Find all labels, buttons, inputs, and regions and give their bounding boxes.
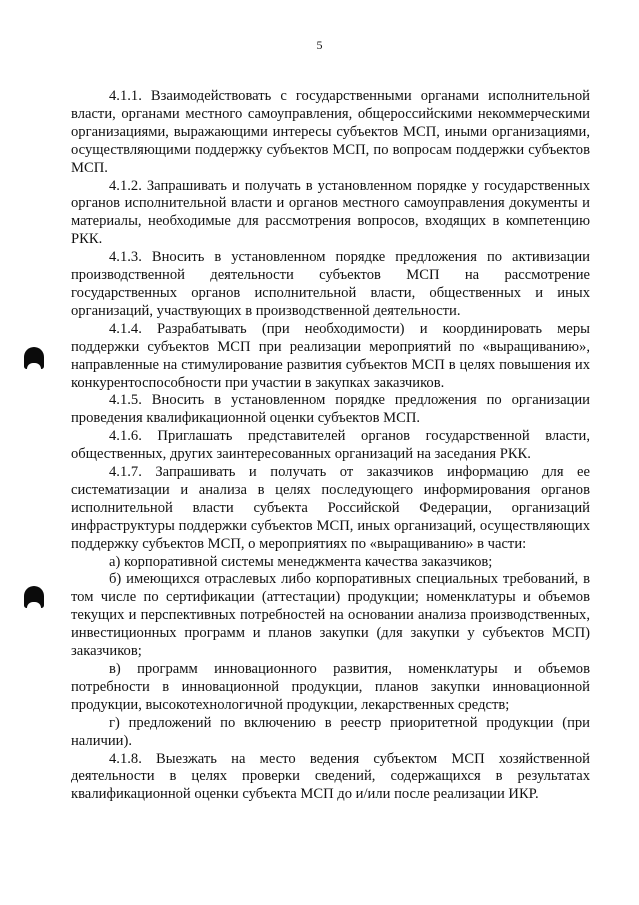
document-body (71, 88, 590, 804)
list-item-v: в) программ инновационного развития, номенклатуры и объемов потребности в инновационной продукции, планов закупки инновационной продукции, высокотехнологичной продукции, лекарственных средств; (71, 661, 590, 713)
paragraph-4-1-1: 4.1.1. Взаимодействовать с государственными органами исполнительной власти, органами местного самоуправления, общероссийскими некоммерческими организациями, выражающими интересы субъектов МСП, иными организациями, осуществляющими поддержку субъектов МСП, по вопросам поддержки субъектов МСП. (71, 88, 590, 176)
paragraph-4-1-7: 4.1.7. Запрашивать и получать от заказчиков информацию для ее систематизации и анализа в целях последующего информирования органов исполнительной власти субъекта Российской Федерации, организаций инфраструктуры поддержки субъектов МСП, иных организаций, осуществляющих поддержку субъектов МСП, о мероприятиях по «выращиванию» в части: (71, 464, 590, 552)
list-item-a: а) корпоративной системы менеджмента качества заказчиков; (109, 553, 493, 570)
paragraph-4-1-5: 4.1.5. Вносить в установленном порядке предложения по организации проведения квалификационной оценки субъектов МСП. (71, 392, 590, 427)
list-item-g: г) предложений по включению в реестр приоритетной продукции (при наличии). (71, 714, 590, 749)
page-number: 5 (316, 38, 323, 52)
list-item-b: б) имеющихся отраслевых либо корпоративных специальных требований, в том числе по сертификации (аттестации) продукции; номенклатуры и объемов текущих и перспективных потребностей на основании анализа производственных, инвестиционных программ и планов закупки (для закупки у субъектов МСП) заказчиков; (71, 571, 590, 660)
punch-hole-mark (24, 347, 44, 369)
paragraph-4-1-4: 4.1.4. Разрабатывать (при необходимости) и координировать меры поддержки субъектов МСП при реализации мероприятий по «выращиванию», направленные на стимулирование развития субъектов МСП в целях повышения их конкурентоспособности при участии в закупках заказчиков. (71, 320, 590, 391)
paragraph-4-1-8: 4.1.8. Выезжать на место ведения субъектом МСП хозяйственной деятельности в целях проверки сведений, содержащихся в результатах квалификационной оценки субъекта МСП до и/или после реализации ИКР. (71, 750, 590, 803)
punch-hole-mark (24, 586, 44, 608)
paragraph-4-1-3: 4.1.3. Вносить в установленном порядке предложения по активизации производственной деятельности субъектов МСП на рассмотрение государственных органов исполнительной власти, общественных и иных организаций, участвующих в производственной деятельности. (71, 249, 590, 319)
paragraph-4-1-2: 4.1.2. Запрашивать и получать в установленном порядке у государственных органов исполнительной власти и органов местного самоуправления документы и материалы, необходимые для рассмотрения вопросов, входящих в компетенцию РКК. (71, 177, 590, 248)
paragraph-4-1-6: 4.1.6. Приглашать представителей органов государственной власти, общественных, других заинтересованных организаций на заседания РКК. (71, 428, 590, 463)
